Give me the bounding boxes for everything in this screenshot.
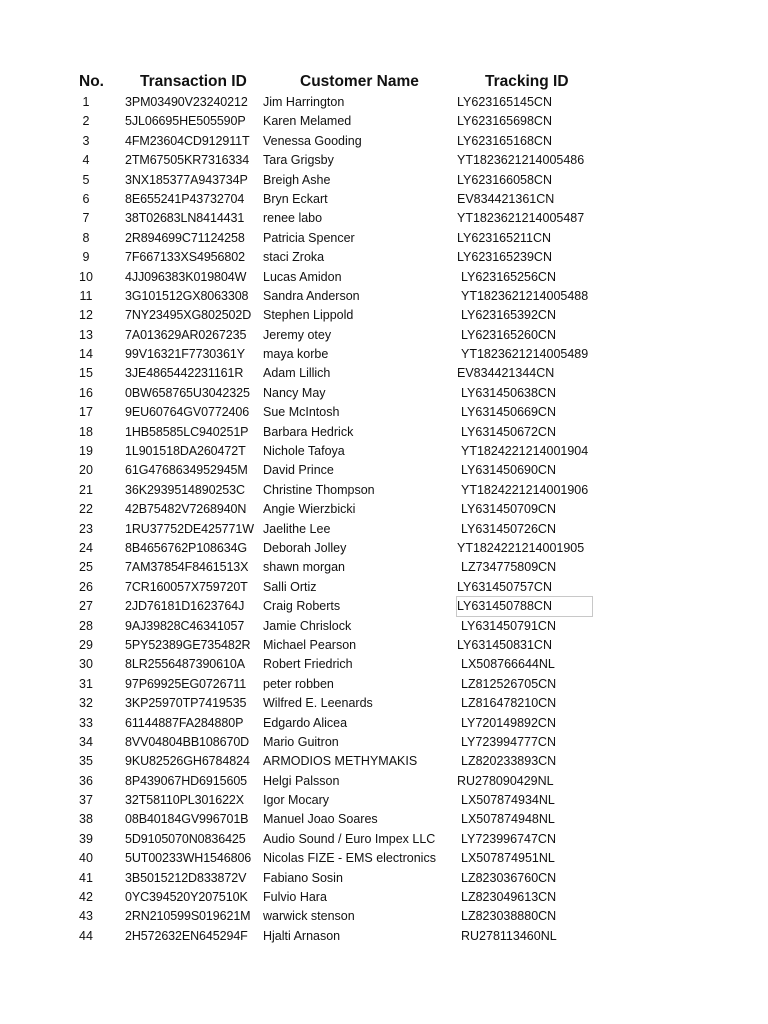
tracking-id-cell[interactable]: LY631450669CN xyxy=(461,405,556,420)
tracking-id-cell[interactable]: YT1824221214001906 xyxy=(461,482,589,497)
transaction-id-cell[interactable]: 4FM23604CD912911T xyxy=(125,133,250,148)
row-number-cell[interactable]: 8 xyxy=(82,230,90,245)
customer-name-cell[interactable]: Edgardo Alicea xyxy=(263,715,348,730)
table-row xyxy=(0,229,768,248)
customer-name-cell[interactable]: Sue McIntosh xyxy=(263,405,340,420)
tracking-id-cell[interactable]: LY631450831CN xyxy=(457,637,552,652)
transaction-id-cell[interactable]: 5PY52389GE735482R xyxy=(125,637,251,652)
transaction-id-cell[interactable]: 1L901518DA260472T xyxy=(125,444,246,459)
customer-name-cell[interactable]: Fabiano Sosin xyxy=(263,870,343,885)
customer-name-cell[interactable]: Jaelithe Lee xyxy=(263,521,331,536)
table-row xyxy=(0,636,768,655)
tracking-id-cell[interactable]: LY631450788CN xyxy=(457,597,592,616)
row-number-cell[interactable]: 43 xyxy=(79,909,93,924)
table-row xyxy=(0,849,768,868)
transaction-id-cell[interactable]: 2TM67505KR7316334 xyxy=(125,153,250,168)
customer-name-cell[interactable]: Lucas Amidon xyxy=(263,269,342,284)
row-number-cell[interactable]: 20 xyxy=(79,463,93,478)
customer-name-cell[interactable]: Audio Sound / Euro Impex LLC xyxy=(263,831,436,846)
table-row xyxy=(0,733,768,752)
customer-name-cell[interactable]: Nicolas FIZE - EMS electronics xyxy=(263,851,436,866)
customer-name-cell[interactable]: warwick stenson xyxy=(263,909,355,924)
table-row xyxy=(0,791,768,810)
row-number-cell[interactable]: 41 xyxy=(79,870,93,885)
customer-name-cell[interactable]: Wilfred E. Leenards xyxy=(263,696,373,711)
tracking-id-cell[interactable]: LY623165168CN xyxy=(457,133,552,148)
row-number-cell[interactable]: 18 xyxy=(79,424,93,439)
customer-name-cell[interactable]: Jim Harrington xyxy=(263,95,345,109)
customer-name-cell[interactable]: Jamie Chrislock xyxy=(263,618,352,633)
row-number-cell[interactable]: 27 xyxy=(79,599,93,614)
transaction-id-cell[interactable]: 8E655241P43732704 xyxy=(125,191,245,206)
row-number-cell[interactable]: 37 xyxy=(79,793,93,808)
tracking-id-cell[interactable]: LY631450726CN xyxy=(461,521,556,536)
table-row xyxy=(0,248,768,267)
customer-name-cell[interactable]: Bryn Eckart xyxy=(263,191,328,206)
transaction-id-cell[interactable]: 1HB58585LC940251P xyxy=(125,424,249,439)
table-row xyxy=(0,93,768,112)
row-number-cell[interactable]: 21 xyxy=(79,482,93,497)
table-row xyxy=(0,423,768,442)
tracking-id-cell[interactable]: LY623165392CN xyxy=(461,308,556,323)
row-number-cell[interactable]: 32 xyxy=(79,696,93,711)
customer-name-cell[interactable]: Manuel Joao Soares xyxy=(263,812,378,827)
row-number-cell[interactable]: 26 xyxy=(79,579,93,594)
row-number-cell[interactable]: 23 xyxy=(79,521,93,536)
tracking-id-cell[interactable]: LY623165239CN xyxy=(457,250,552,265)
transaction-id-cell[interactable]: 8LR2556487390610A xyxy=(125,657,245,672)
customer-name-cell[interactable]: Hjalti Arnason xyxy=(263,928,341,943)
table-row xyxy=(0,694,768,713)
tracking-id-cell[interactable]: LY623166058CN xyxy=(457,172,552,187)
row-number-cell[interactable]: 34 xyxy=(79,734,93,749)
row-number-cell[interactable]: 19 xyxy=(79,444,93,459)
transaction-id-cell[interactable]: 9KU82526GH6784824 xyxy=(125,754,250,769)
row-number-cell[interactable]: 40 xyxy=(79,851,93,866)
table-row xyxy=(0,617,768,636)
header-no: No. xyxy=(79,73,104,90)
tracking-id-cell[interactable]: YT1824221214001904 xyxy=(461,444,589,459)
row-number-cell[interactable]: 39 xyxy=(79,831,93,846)
tracking-id-cell[interactable]: LX508766644NL xyxy=(461,657,555,672)
row-number-cell[interactable]: 2 xyxy=(82,114,90,129)
transaction-id-cell[interactable]: 5JL06695HE505590P xyxy=(125,114,246,129)
table-row xyxy=(0,151,768,170)
customer-name-cell[interactable]: ARMODIOS METHYMAKIS xyxy=(263,754,418,769)
tracking-id-cell[interactable]: LY631450791CN xyxy=(461,618,556,633)
row-number-cell[interactable]: 14 xyxy=(79,347,93,362)
table-row xyxy=(0,597,768,616)
row-number-cell[interactable]: 7 xyxy=(82,211,90,226)
row-number-cell[interactable]: 17 xyxy=(79,405,93,420)
transaction-id-cell[interactable]: 3G101512GX8063308 xyxy=(125,288,249,303)
customer-name-cell[interactable]: Christine Thompson xyxy=(263,482,375,497)
row-number-cell[interactable]: 4 xyxy=(82,153,90,168)
row-number-cell[interactable]: 15 xyxy=(79,366,93,381)
tracking-id-cell[interactable]: LY720149892CN xyxy=(461,715,556,730)
row-number-cell[interactable]: 5 xyxy=(82,172,90,187)
customer-name-cell[interactable]: maya korbe xyxy=(263,347,329,362)
customer-name-cell[interactable]: Stephen Lippold xyxy=(263,308,354,323)
table-row xyxy=(0,520,768,539)
row-number-cell[interactable]: 22 xyxy=(79,502,93,517)
row-number-cell[interactable]: 35 xyxy=(79,754,93,769)
customer-name-cell[interactable]: Igor Mocary xyxy=(263,793,329,808)
customer-name-cell[interactable]: Nichole Tafoya xyxy=(263,444,345,459)
transaction-id-cell[interactable]: 36K2939514890253C xyxy=(125,482,245,497)
row-number-cell[interactable]: 13 xyxy=(79,327,93,342)
transaction-id-cell[interactable]: 42B75482V7268940N xyxy=(125,502,247,517)
table-body xyxy=(0,93,768,946)
customer-name-cell[interactable]: Tara Grigsby xyxy=(263,153,334,168)
customer-name-cell[interactable]: Karen Melamed xyxy=(263,114,352,129)
row-number-cell[interactable]: 10 xyxy=(79,269,93,284)
tracking-id-cell[interactable]: LZ820233893CN xyxy=(461,754,557,769)
transaction-id-cell[interactable]: 2R894699C71124258 xyxy=(125,230,245,245)
customer-name-cell[interactable]: Deborah Jolley xyxy=(263,540,347,555)
customer-name-cell[interactable]: Mario Guitron xyxy=(263,734,339,749)
table-row xyxy=(0,714,768,733)
table-row xyxy=(0,888,768,907)
tracking-id-cell[interactable]: YT1823621214005487 xyxy=(457,211,585,226)
table-row xyxy=(0,830,768,849)
tracking-id-cell[interactable]: EV834421361CN xyxy=(457,191,555,206)
table-row xyxy=(0,539,768,558)
table-row xyxy=(0,772,768,791)
tracking-id-cell[interactable]: LY723994777CN xyxy=(461,734,556,749)
customer-name-cell[interactable]: shawn morgan xyxy=(263,560,345,575)
transaction-id-cell[interactable]: 7A013629AR0267235 xyxy=(125,327,247,342)
customer-name-cell[interactable]: Barbara Hedrick xyxy=(263,424,354,439)
table-row xyxy=(0,171,768,190)
row-number-cell[interactable]: 38 xyxy=(79,812,93,827)
customer-name-cell[interactable]: renee labo xyxy=(263,211,323,226)
transaction-id-cell[interactable]: 3NX185377A943734P xyxy=(125,172,248,187)
tracking-id-cell[interactable]: LY623165211CN xyxy=(457,230,552,245)
table-row xyxy=(0,442,768,461)
tracking-id-cell[interactable]: LZ823049613CN xyxy=(461,890,557,905)
table-row xyxy=(0,869,768,888)
transaction-id-cell[interactable]: 3PM03490V23240212 xyxy=(125,95,248,109)
tracking-id-cell[interactable]: LY631450709CN xyxy=(461,502,556,517)
row-number-cell[interactable]: 9 xyxy=(82,250,90,265)
row-number-cell[interactable]: 16 xyxy=(79,385,93,400)
row-number-cell[interactable]: 42 xyxy=(79,890,93,905)
transaction-id-cell[interactable]: 3B5015212D833872V xyxy=(125,870,247,885)
row-number-cell[interactable]: 11 xyxy=(79,288,93,303)
row-number-cell[interactable]: 33 xyxy=(79,715,93,730)
transaction-id-cell[interactable]: 2RN210599S019621M xyxy=(125,909,251,924)
table-row xyxy=(0,403,768,422)
customer-name-cell[interactable]: Robert Friedrich xyxy=(263,657,353,672)
table-row xyxy=(0,500,768,519)
transaction-id-cell[interactable]: 5UT00233WH1546806 xyxy=(125,851,252,866)
row-number-cell[interactable]: 12 xyxy=(79,308,93,323)
customer-name-cell[interactable]: Craig Roberts xyxy=(263,599,341,614)
transaction-id-cell[interactable]: 4JJ096383K019804W xyxy=(125,269,247,284)
tracking-id-cell[interactable]: LZ823036760CN xyxy=(461,870,557,885)
row-number-cell[interactable]: 44 xyxy=(79,928,93,943)
tracking-id-cell[interactable]: LY623165698CN xyxy=(457,114,552,129)
table-row xyxy=(0,112,768,131)
table-row xyxy=(0,287,768,306)
customer-name-cell[interactable]: Michael Pearson xyxy=(263,637,357,652)
transaction-id-cell[interactable]: 32T58110PL301622X xyxy=(125,793,245,808)
tracking-id-cell[interactable]: LX507874951NL xyxy=(461,851,555,866)
customer-name-cell[interactable]: peter robben xyxy=(263,676,334,691)
transaction-id-cell[interactable]: 8VV04804BB108670D xyxy=(125,734,250,749)
transaction-id-cell[interactable]: 2H572632EN645294F xyxy=(125,928,248,943)
customer-name-cell[interactable]: Patricia Spencer xyxy=(263,230,355,245)
row-number-cell[interactable]: 29 xyxy=(79,637,93,652)
row-number-cell[interactable]: 3 xyxy=(82,133,90,148)
tracking-id-cell[interactable]: LZ734775809CN xyxy=(461,560,557,575)
tracking-id-cell[interactable]: YT1823621214005486 xyxy=(457,153,585,168)
customer-name-cell[interactable]: David Prince xyxy=(263,463,334,478)
customer-name-cell[interactable]: Venessa Gooding xyxy=(263,133,362,148)
transaction-id-cell[interactable]: 1RU37752DE425771W xyxy=(125,521,254,536)
header-tracking-id: Tracking ID xyxy=(485,73,569,90)
table-row xyxy=(0,655,768,674)
customer-name-cell[interactable]: Angie Wierzbicki xyxy=(263,502,356,517)
table-row xyxy=(0,132,768,151)
transaction-id-cell[interactable]: 2JD76181D1623764J xyxy=(125,599,245,614)
tracking-id-cell[interactable]: RU278113460NL xyxy=(461,928,557,943)
transaction-id-cell[interactable]: 3JE4865442231161R xyxy=(125,366,244,381)
tracking-id-cell[interactable]: LY623165256CN xyxy=(461,269,556,284)
table-row xyxy=(0,209,768,228)
transaction-id-cell[interactable]: 7CR160057X759720T xyxy=(125,579,248,594)
customer-name-cell[interactable]: Breigh Ashe xyxy=(263,172,331,187)
row-number-cell[interactable]: 25 xyxy=(79,560,93,575)
tracking-id-cell[interactable]: YT1823621214005489 xyxy=(461,347,589,362)
row-number-cell[interactable]: 1 xyxy=(82,95,90,109)
table-row xyxy=(0,927,768,946)
header-customer-name: Customer Name xyxy=(300,73,419,90)
tracking-id-cell[interactable]: YT1823621214005488 xyxy=(461,288,589,303)
table-row xyxy=(0,364,768,383)
tracking-id-cell[interactable]: LY631450672CN xyxy=(461,424,556,439)
row-number-cell[interactable]: 31 xyxy=(79,676,93,691)
table-row xyxy=(0,461,768,480)
transaction-id-cell[interactable]: 7NY23495XG802502D xyxy=(125,308,252,323)
row-number-cell[interactable]: 30 xyxy=(79,657,93,672)
table-row xyxy=(0,190,768,209)
customer-name-cell[interactable]: Salli Ortiz xyxy=(263,579,317,594)
transaction-id-cell[interactable]: 08B40184GV996701B xyxy=(125,812,249,827)
transaction-id-cell[interactable]: 9AJ39828C46341057 xyxy=(125,618,245,633)
transaction-id-cell[interactable]: 8P439067HD6915605 xyxy=(125,773,248,788)
table-row xyxy=(0,268,768,287)
tracking-id-cell[interactable]: RU278090429NL xyxy=(457,773,554,788)
customer-name-cell[interactable]: Jeremy otey xyxy=(263,327,332,342)
transaction-id-cell[interactable]: 7AM37854F8461513X xyxy=(125,560,249,575)
tracking-id-cell[interactable]: LY723996747CN xyxy=(461,831,556,846)
table-row xyxy=(0,675,768,694)
tracking-id-cell[interactable]: LY631450638CN xyxy=(461,385,556,400)
header-transaction-id: Transaction ID xyxy=(140,73,247,90)
table-row xyxy=(0,345,768,364)
transaction-id-cell[interactable]: 38T02683LN8414431 xyxy=(125,211,245,226)
customer-name-cell[interactable]: staci Zroka xyxy=(263,250,325,265)
transaction-id-cell[interactable]: 0YC394520Y207510K xyxy=(125,890,248,905)
customer-name-cell[interactable]: Helgi Palsson xyxy=(263,773,340,788)
tracking-id-cell[interactable]: LX507874948NL xyxy=(461,812,555,827)
customer-name-cell[interactable]: Adam Lillich xyxy=(263,366,331,381)
table-row xyxy=(0,384,768,403)
row-number-cell[interactable]: 36 xyxy=(79,773,93,788)
transaction-id-cell[interactable]: 5D9105070N0836425 xyxy=(125,831,246,846)
transaction-id-cell[interactable]: 9EU60764GV0772406 xyxy=(125,405,250,420)
transaction-id-cell[interactable]: 97P69925EG0726711 xyxy=(125,676,247,691)
tracking-id-cell[interactable]: YT1824221214001905 xyxy=(457,540,585,555)
tracking-id-cell[interactable]: LZ812526705CN xyxy=(461,676,557,691)
transaction-id-cell[interactable]: 61144887FA284880P xyxy=(125,715,244,730)
table-row xyxy=(0,752,768,771)
tracking-id-cell[interactable]: LY623165145CN xyxy=(457,95,552,109)
tracking-id-cell[interactable]: LY631450757CN xyxy=(457,579,552,594)
transaction-id-cell[interactable]: 61G4768634952945M xyxy=(125,463,248,478)
tracking-id-cell[interactable]: EV834421344CN xyxy=(457,366,555,381)
table-row xyxy=(0,306,768,325)
table-row xyxy=(0,558,768,577)
tracking-id-cell[interactable]: LY623165260CN xyxy=(461,327,556,342)
transaction-id-cell[interactable]: 0BW658765U3042325 xyxy=(125,385,250,400)
tracking-id-cell[interactable]: LZ816478210CN xyxy=(461,696,557,711)
table-row xyxy=(0,810,768,829)
row-number-cell[interactable]: 6 xyxy=(82,191,90,206)
table-row xyxy=(0,326,768,345)
table-row xyxy=(0,578,768,597)
row-number-cell[interactable]: 28 xyxy=(79,618,93,633)
tracking-id-cell[interactable]: LZ823038880CN xyxy=(461,909,557,924)
tracking-id-cell[interactable]: LX507874934NL xyxy=(461,793,555,808)
row-number-cell[interactable]: 24 xyxy=(79,540,93,555)
transaction-id-cell[interactable]: 8B4656762P108634G xyxy=(125,540,248,555)
table-row xyxy=(0,481,768,500)
transaction-id-cell[interactable]: 7F667133XS4956802 xyxy=(125,250,245,265)
transaction-id-cell[interactable]: 99V16321F7730361Y xyxy=(125,347,245,362)
transaction-id-cell[interactable]: 3KP25970TP7419535 xyxy=(125,696,247,711)
customer-name-cell[interactable]: Fulvio Hara xyxy=(263,890,327,905)
customer-name-cell[interactable]: Nancy May xyxy=(263,385,326,400)
customer-name-cell[interactable]: Sandra Anderson xyxy=(263,288,360,303)
table-row xyxy=(0,907,768,926)
tracking-id-cell[interactable]: LY631450690CN xyxy=(461,463,556,478)
